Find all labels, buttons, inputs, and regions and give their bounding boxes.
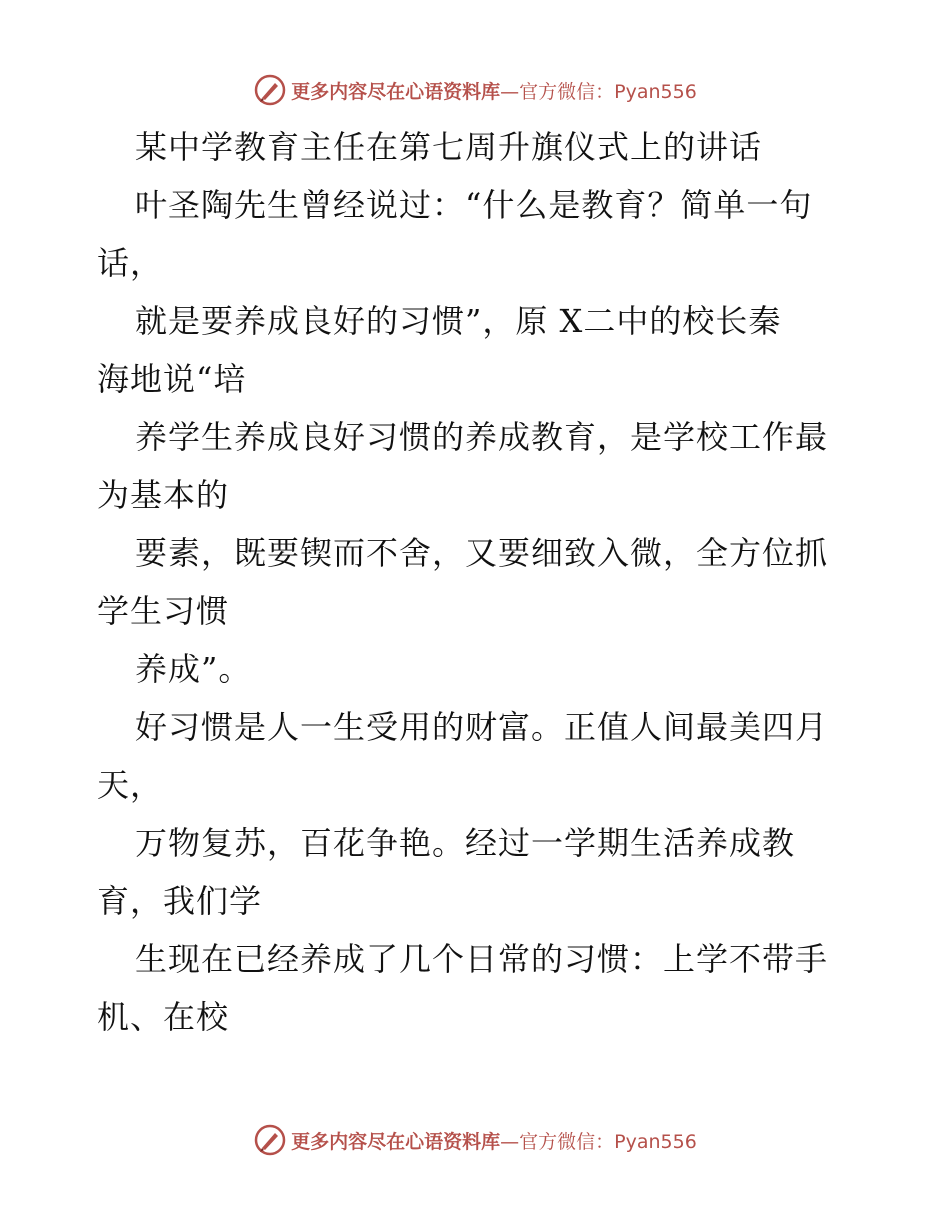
paragraph-line: 叶圣陶先生曾经说过：“什么是教育？简单一句 <box>135 186 813 224</box>
header-watermark <box>0 70 950 110</box>
document-title: 某中学教育主任在第七周升旗仪式上的讲话 <box>135 128 763 166</box>
paragraph-line: 就是要养成良好的习惯”，原 X二中的校长秦 <box>135 302 782 340</box>
paragraph-line: 好习惯是人一生受用的财富。正值人间最美四月 <box>135 708 829 746</box>
paragraph-line: 育，我们学 <box>97 882 263 920</box>
paragraph-line: 海地说“培 <box>97 360 247 398</box>
paragraph-line: 要素，既要锲而不舍，又要细致入微，全方位抓 <box>135 534 829 572</box>
watermark-wechat-text: —官方微信：Pyan556 <box>500 1130 697 1153</box>
document-body <box>97 118 857 1046</box>
footer-watermark <box>0 1120 950 1160</box>
quill-pen-logo-icon <box>253 1123 287 1157</box>
watermark-brand-text: 更多内容尽在心语资料库 <box>291 80 501 103</box>
paragraph-line: 学生习惯 <box>97 592 230 630</box>
paragraph-line: 万物复苏，百花争艳。经过一学期生活养成教 <box>135 824 796 862</box>
paragraph-line: 话， <box>97 244 164 282</box>
paragraph-line: 养学生养成良好习惯的养成教育，是学校工作最 <box>135 418 829 456</box>
paragraph-line: 为基本的 <box>97 476 230 514</box>
quill-pen-logo-icon <box>253 73 287 107</box>
paragraph-line: 天， <box>97 766 164 804</box>
paragraph-line: 生现在已经养成了几个日常的习惯：上学不带手 <box>135 940 829 978</box>
paragraph-line: 机、在校 <box>97 998 230 1036</box>
watermark-brand-text: 更多内容尽在心语资料库 <box>291 1130 501 1153</box>
watermark-wechat-text: —官方微信：Pyan556 <box>500 80 697 103</box>
paragraph-line: 养成”。 <box>135 650 252 688</box>
